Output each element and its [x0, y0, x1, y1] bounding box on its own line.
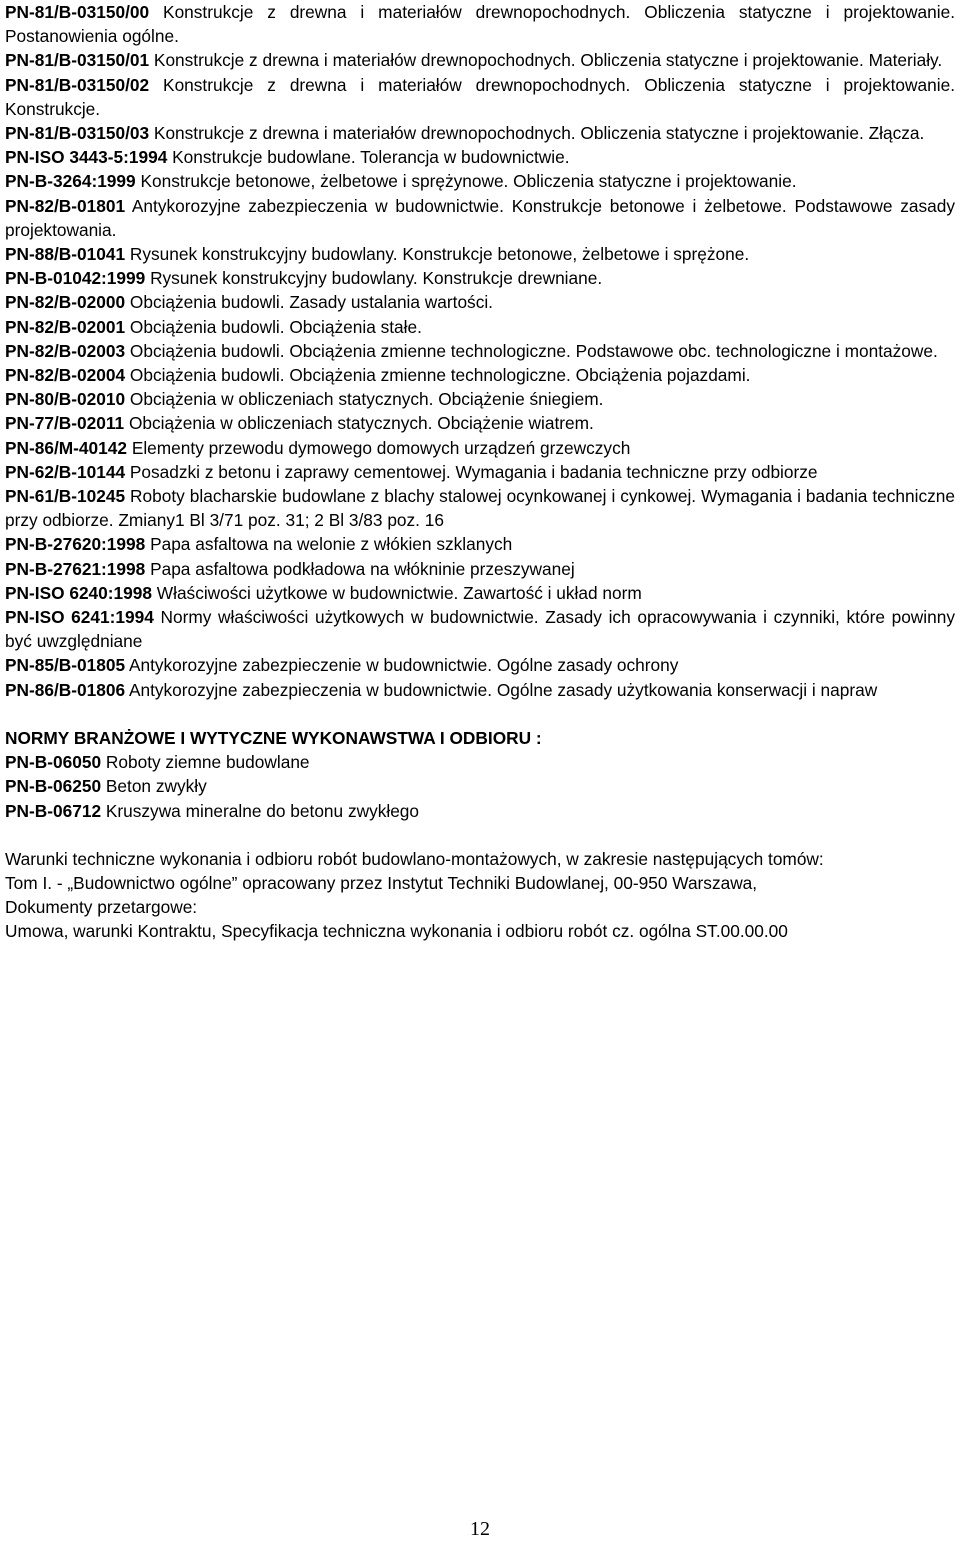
conditions-paragraph: Dokumenty przetargowe:	[5, 897, 198, 918]
standard-code: PN-B-06250	[5, 776, 102, 797]
standard-entry	[5, 557, 955, 581]
industry-section	[5, 726, 955, 823]
standard-entry	[5, 194, 955, 242]
spacer	[5, 702, 955, 726]
standard-description: Obciążenia budowli. Obciążenia zmienne technologiczne. Obciążenia pojazdami.	[129, 365, 751, 386]
standard-code: PN-ISO 6241:1994	[5, 607, 154, 628]
standard-entry	[5, 387, 955, 411]
standard-code: PN-62/B-10144	[5, 461, 126, 482]
standard-description: Właściwości użytkowe w budownictwie. Zawartość i układ norm	[156, 582, 642, 603]
standard-code: PN-82/B-02000	[5, 292, 126, 313]
standard-description: Obciążenia budowli. Zasady ustalania wartości.	[129, 292, 493, 313]
standard-entry	[5, 460, 955, 484]
standard-entry	[5, 605, 955, 653]
standard-description: Normy właściwości użytkowych w budownictwie. Zasady ich opracowywania i czynniki, które powinny być uwzględniane	[5, 607, 955, 652]
standard-entry	[5, 436, 955, 460]
industry-standard-entry	[5, 774, 955, 798]
standard-code: PN-82/B-02001	[5, 316, 126, 337]
conditions-paragraph: Warunki techniczne wykonania i odbioru robót budowlano-montażowych, w zakresie następujących tomów:	[5, 848, 824, 869]
standard-description: Obciążenia budowli. Obciążenia zmienne technologiczne. Podstawowe obc. technologiczne i montażowe.	[129, 340, 938, 361]
standard-code: PN-86/B-01806	[5, 679, 126, 700]
standard-description: Kruszywa mineralne do betonu zwykłego	[105, 800, 420, 821]
standard-code: PN-82/B-01801	[5, 195, 126, 216]
standard-code: PN-81/B-03150/01	[5, 50, 150, 71]
standard-code: PN-B-06712	[5, 800, 102, 821]
conditions-paragraph: Umowa, warunki Kontraktu, Specyfikacja techniczna wykonania i odbioru robót cz. ogólna ST.00.00.00	[5, 921, 788, 942]
standard-entry	[5, 169, 955, 193]
standard-code: PN-81/B-03150/02	[5, 74, 150, 95]
standard-code: PN-86/M-40142	[5, 437, 127, 458]
standard-description: Papa asfaltowa na welonie z włókien szklanych	[150, 534, 513, 555]
standard-code: PN-B-01042:1999	[5, 268, 146, 289]
standard-description: Konstrukcje z drewna i materiałów drewnopochodnych. Obliczenia statyczne i projektowanie. Złącza.	[153, 123, 925, 144]
standard-description: Roboty blacharskie budowlane z blachy stalowej ocynkowanej i cynkowej. Wymagania i badania techniczne przy odbiorze. Zmiany1 Bl 3/71 poz. 31; 2 Bl 3/83 poz. 16	[5, 486, 955, 531]
standard-code: PN-B-3264:1999	[5, 171, 136, 192]
standard-code: PN-82/B-02003	[5, 340, 126, 361]
conditions-paragraph: Tom I. - „Budownictwo ogólne” opracowany przez Instytut Techniki Budowlanej, 00-950 Warszawa,	[5, 872, 758, 893]
standard-description: Antykorozyjne zabezpieczenia w budownictwie. Ogólne zasady użytkowania konserwacji i napraw	[128, 679, 878, 700]
standard-entry	[5, 653, 955, 677]
spacer	[5, 823, 955, 847]
standard-description: Papa asfaltowa podkładowa na włókninie przeszywanej	[150, 558, 575, 579]
standard-description: Obciążenia w obliczeniach statycznych. Obciążenie śniegiem.	[129, 389, 604, 410]
standard-entry	[5, 121, 955, 145]
standard-description: Konstrukcje z drewna i materiałów drewnopochodnych. Obliczenia statyczne i projektowanie. Konstrukcje.	[5, 74, 955, 119]
standard-code: PN-88/B-01041	[5, 244, 126, 265]
standard-entry	[5, 363, 955, 387]
standard-description: Konstrukcje z drewna i materiałów drewnopochodnych. Obliczenia statyczne i projektowanie. Materiały.	[153, 50, 943, 71]
standard-entry	[5, 145, 955, 169]
standard-entry	[5, 0, 955, 48]
standard-description: Obciążenia w obliczeniach statycznych. Obciążenie wiatrem.	[128, 413, 594, 434]
standard-description: Obciążenia budowli. Obciążenia stałe.	[129, 316, 422, 337]
standard-entry	[5, 242, 955, 266]
page-number: 12	[470, 1518, 490, 1540]
standard-entry	[5, 581, 955, 605]
standard-entry	[5, 73, 955, 121]
standard-entry	[5, 411, 955, 435]
standard-entry	[5, 678, 955, 702]
standard-entry	[5, 339, 955, 363]
standards-list	[5, 0, 955, 702]
standard-code: PN-80/B-02010	[5, 389, 126, 410]
standard-entry	[5, 266, 955, 290]
conditions-section	[5, 847, 955, 944]
standard-description: Elementy przewodu dymowego domowych urządzeń grzewczych	[131, 437, 631, 458]
standard-code: PN-77/B-02011	[5, 413, 125, 434]
standard-entry	[5, 484, 955, 532]
industry-standard-entry	[5, 750, 955, 774]
standard-description: Antykorozyjne zabezpieczenia w budownictwie. Konstrukcje betonowe i żelbetowe. Podstawowe zasady projektowania.	[5, 195, 955, 240]
standard-description: Konstrukcje betonowe, żelbetowe i sprężynowe. Obliczenia statyczne i projektowanie.	[140, 171, 797, 192]
standard-description: Beton zwykły	[105, 776, 207, 797]
standard-code: PN-B-27621:1998	[5, 558, 146, 579]
standard-code: PN-ISO 3443-5:1994	[5, 147, 168, 168]
standard-description: Rysunek konstrukcyjny budowlany. Konstrukcje drewniane.	[150, 268, 603, 289]
standard-code: PN-81/B-03150/00	[5, 2, 150, 22]
industry-standard-entry	[5, 799, 955, 823]
industry-heading: NORMY BRANŻOWE I WYTYCZNE WYKONAWSTWA I ODBIORU :	[5, 727, 542, 748]
standard-code: PN-61/B-10245	[5, 486, 126, 507]
standard-description: Antykorozyjne zabezpieczenie w budownictwie. Ogólne zasady ochrony	[128, 655, 679, 676]
standard-code: PN-B-27620:1998	[5, 534, 146, 555]
standard-code: PN-B-06050	[5, 752, 102, 773]
standard-code: PN-85/B-01805	[5, 655, 126, 676]
standard-description: Konstrukcje z drewna i materiałów drewnopochodnych. Obliczenia statyczne i projektowanie. Postanowienia ogólne.	[5, 2, 955, 47]
standard-code: PN-82/B-02004	[5, 365, 126, 386]
document-body	[5, 0, 955, 944]
standard-description: Posadzki z betonu i zaprawy cementowej. Wymagania i badania techniczne przy odbiorze	[129, 461, 818, 482]
standard-entry	[5, 532, 955, 556]
standard-entry	[5, 315, 955, 339]
standard-description: Konstrukcje budowlane. Tolerancja w budownictwie.	[172, 147, 570, 168]
standard-description: Rysunek konstrukcyjny budowlany. Konstrukcje betonowe, żelbetowe i sprężone.	[129, 244, 750, 265]
standard-code: PN-81/B-03150/03	[5, 123, 150, 144]
standard-code: PN-ISO 6240:1998	[5, 582, 152, 603]
standard-description: Roboty ziemne budowlane	[105, 752, 310, 773]
standard-entry	[5, 48, 955, 72]
standard-entry	[5, 290, 955, 314]
